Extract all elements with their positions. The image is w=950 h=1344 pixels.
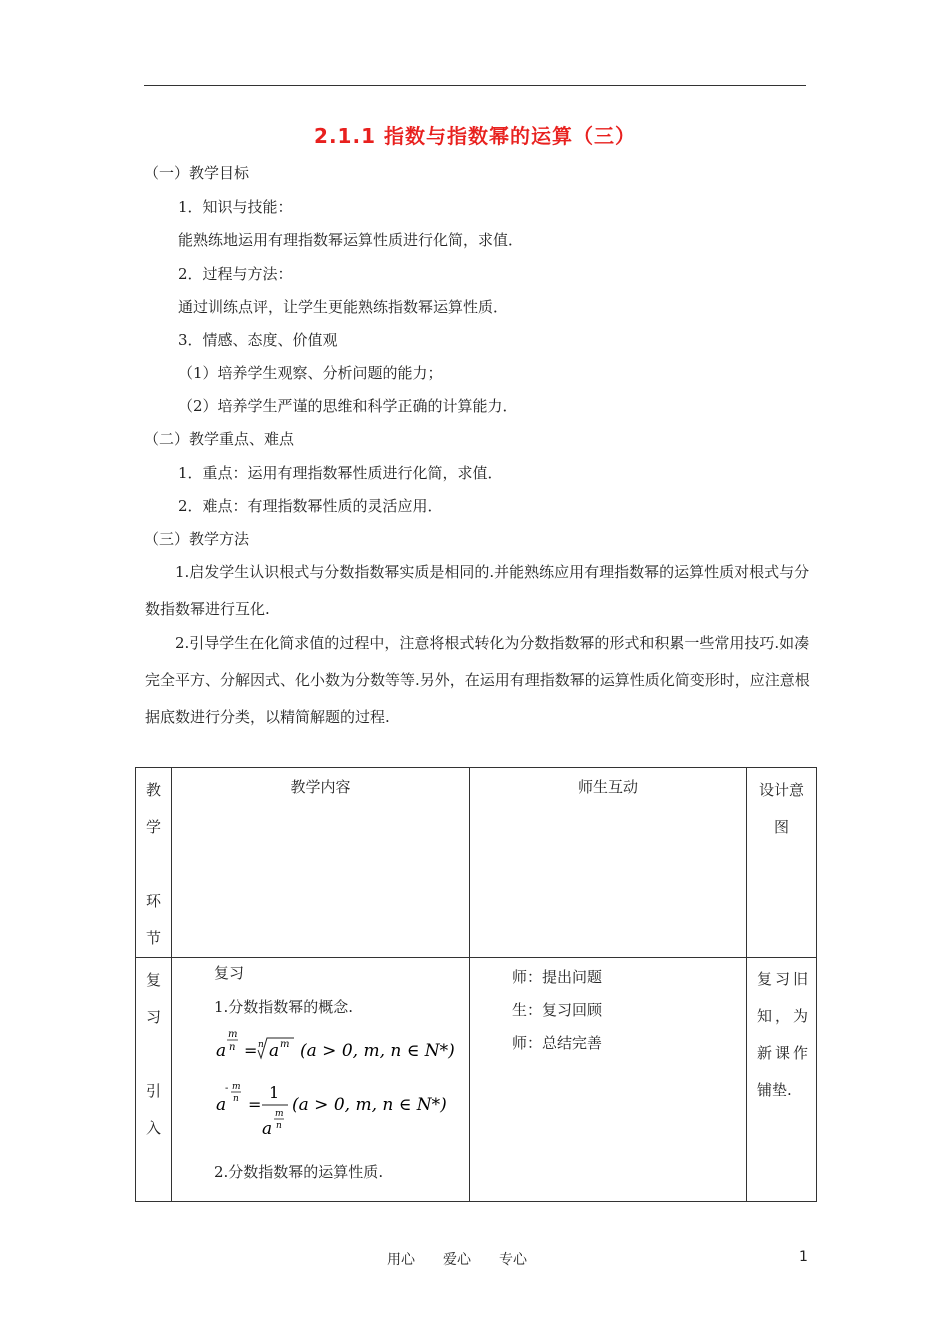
svg-text:1: 1 bbox=[269, 1083, 280, 1102]
svg-text:n: n bbox=[229, 1042, 236, 1053]
svg-text:m: m bbox=[275, 1109, 284, 1119]
interaction-line-1: 师：提出问题 bbox=[512, 968, 603, 986]
goal-1-text: 能熟练地运用有理指数幂运算性质进行化简，求值． bbox=[178, 231, 524, 249]
svg-text:a: a bbox=[216, 1095, 227, 1115]
review-item-2: 2.分数指数幂的运算性质. bbox=[214, 1163, 384, 1181]
svg-text:(a > 0, m, n ∈ N*): (a > 0, m, n ∈ N*) bbox=[292, 1095, 447, 1115]
svg-text:n: n bbox=[258, 1040, 264, 1050]
table-header-row bbox=[136, 768, 817, 958]
keypoint-2: 2．难点：有理指数幂性质的灵活应用． bbox=[178, 497, 443, 515]
svg-text:=: = bbox=[248, 1095, 262, 1114]
header-content-cell: 教学内容 bbox=[172, 768, 470, 958]
lesson-table bbox=[135, 767, 817, 1202]
section-heading-keypoints: （二）教学重点、难点 bbox=[144, 430, 295, 448]
footer-motto: 用心 爱心 专心 bbox=[387, 1252, 527, 1268]
row-content-cell bbox=[172, 958, 470, 1202]
svg-text:=: = bbox=[244, 1041, 258, 1060]
method-paragraph-2: 2.引导学生在化简求值的过程中，注意将根式转化为分数指数幂的形式和积累一些常用技巧.如凑完全平方、分解因式、化小数为分数等等.另外，在运用有理指数幂的运算性质化简变形时，应注意根据底数进行分类，以精简解题的过程. bbox=[145, 634, 810, 726]
page-number: 1 bbox=[799, 1249, 808, 1265]
keypoint-1: 1．重点：运用有理指数幂性质进行化简，求值． bbox=[178, 464, 503, 482]
svg-text:m: m bbox=[280, 1039, 290, 1050]
header-stage-cell: 教 学 环 节 bbox=[136, 768, 172, 958]
page-title: 2.1.1 指数与指数幂的运算（三） bbox=[314, 124, 636, 148]
review-title: 复习 bbox=[214, 964, 245, 982]
svg-text:n: n bbox=[233, 1094, 239, 1104]
interaction-line-2: 生：复习回顾 bbox=[512, 1001, 603, 1019]
section-heading-goals: （一）教学目标 bbox=[144, 164, 250, 182]
svg-text:-: - bbox=[225, 1083, 229, 1094]
goal-2-heading: 2．过程与方法： bbox=[178, 265, 293, 283]
svg-text:a: a bbox=[216, 1041, 227, 1061]
formula-fractional-exponent bbox=[212, 1022, 462, 1072]
goal-1-heading: 1．知识与技能： bbox=[178, 198, 293, 216]
svg-text:a: a bbox=[262, 1119, 273, 1139]
svg-text:a: a bbox=[269, 1041, 280, 1061]
table-row-review bbox=[136, 958, 817, 1202]
design-intent-text: 复习旧知，为新课作铺垫. bbox=[757, 970, 808, 1099]
goal-2-text: 通过训练点评，让学生更能熟练指数幂运算性质． bbox=[178, 298, 509, 316]
section-heading-methods: （三）教学方法 bbox=[144, 530, 250, 548]
goal-3-item-b: （2）培养学生严谨的思维和科学正确的计算能力． bbox=[178, 397, 518, 415]
header-design-cell: 设计意 图 bbox=[747, 768, 817, 958]
row-stage-cell: 复 习 引 入 bbox=[136, 958, 172, 1202]
review-item-1: 1.分数指数幂的概念. bbox=[214, 998, 354, 1016]
header-rule bbox=[144, 85, 806, 86]
svg-text:(a > 0, m, n ∈ N*): (a > 0, m, n ∈ N*) bbox=[300, 1041, 455, 1061]
header-interaction-cell: 师生互动 bbox=[470, 768, 747, 958]
goal-3-item-a: （1）培养学生观察、分析问题的能力； bbox=[178, 364, 443, 382]
goal-3-heading: 3．情感、态度、价值观 bbox=[178, 331, 338, 349]
formula-negative-exponent bbox=[212, 1076, 462, 1146]
svg-text:m: m bbox=[228, 1029, 238, 1040]
row-interaction-cell bbox=[470, 958, 747, 1202]
row-design-cell bbox=[747, 958, 817, 1202]
interaction-line-3: 师：总结完善 bbox=[512, 1034, 603, 1052]
svg-text:n: n bbox=[276, 1121, 282, 1131]
method-paragraph-1: 1.启发学生认识根式与分数指数幂实质是相同的.并能熟练应用有理指数幂的运算性质对根式与分数指数幂进行互化. bbox=[145, 563, 810, 618]
svg-text:m: m bbox=[232, 1082, 241, 1092]
